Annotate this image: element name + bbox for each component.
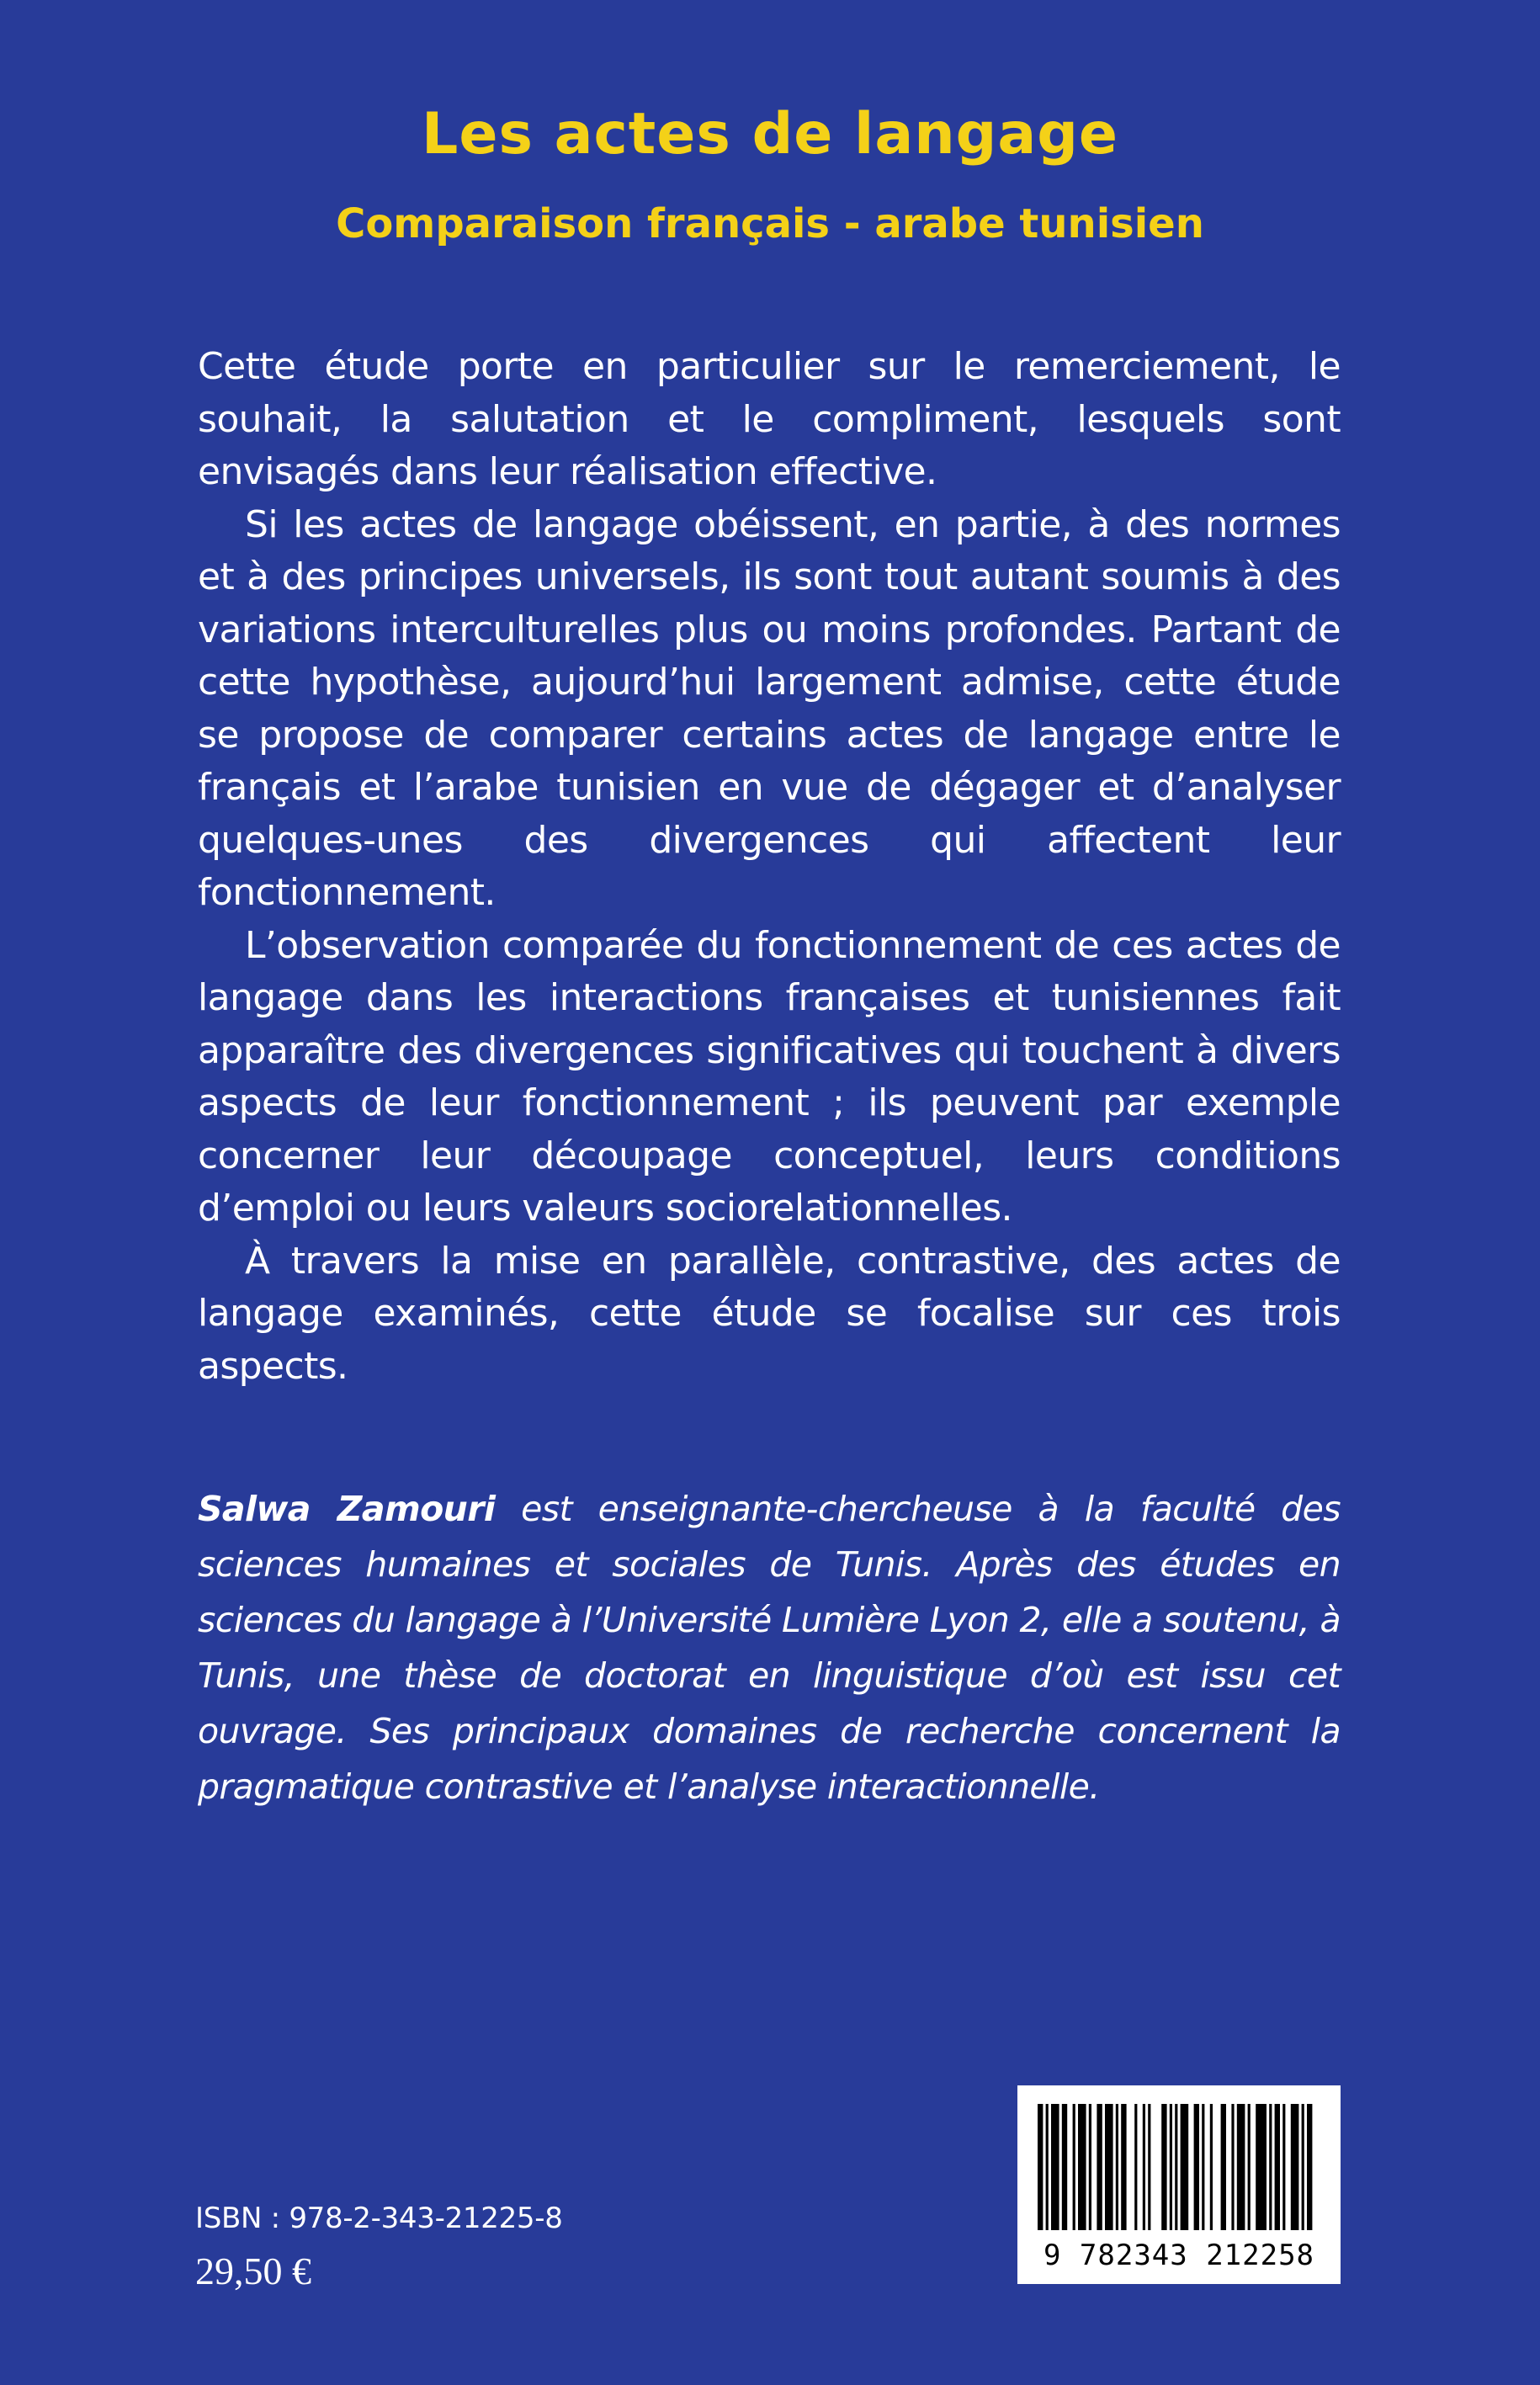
barcode-bar <box>1256 2104 1267 2230</box>
barcode-bar <box>1134 2104 1137 2230</box>
barcode-bar <box>1051 2104 1059 2230</box>
barcode-bar <box>1148 2104 1150 2230</box>
barcode-bar <box>1302 2104 1304 2230</box>
barcode-bar <box>1046 2104 1049 2230</box>
barcode-bar <box>1282 2104 1285 2230</box>
blurb-paragraph-3: L’observation comparée du fonctionnement de ces actes de langage dans les interactions françaises et tunisiennes fait apparaître des divergences significatives qui touchent à divers aspects de leur fonctionnement ; ils peuvent par exemple concerner leur découpage conceptuel, leurs conditions d’emploi ou leurs valeurs sociorelationnelles. <box>198 923 1341 1230</box>
barcode-bar <box>1202 2104 1204 2230</box>
barcode-bar <box>1210 2104 1213 2230</box>
barcode-bar <box>1275 2104 1280 2230</box>
barcode-bar <box>1097 2104 1102 2230</box>
blurb <box>198 341 1341 1393</box>
barcode-bar <box>1194 2104 1199 2230</box>
barcode-bar <box>1089 2104 1091 2230</box>
barcode-bar <box>1307 2104 1312 2230</box>
barcode-bar <box>1248 2104 1251 2230</box>
barcode-bar <box>1221 2104 1226 2230</box>
barcode-bar <box>1269 2104 1272 2230</box>
barcode-bar <box>1121 2104 1126 2230</box>
price: 29,50 € <box>195 2250 311 2292</box>
author-name: Salwa Zamouri <box>198 1489 496 1529</box>
barcode-bar <box>1291 2104 1299 2230</box>
barcode-bar <box>1116 2104 1118 2230</box>
barcode-digits: 9 782343 212258 <box>1043 2239 1315 2272</box>
isbn: ISBN : 978-2-343-21225-8 <box>195 2202 563 2235</box>
barcode <box>1017 2085 1341 2284</box>
barcode-bar <box>1170 2104 1172 2230</box>
barcode-bar <box>1038 2104 1043 2230</box>
barcode-bar <box>1105 2104 1113 2230</box>
barcode-bar <box>1062 2104 1067 2230</box>
barcode-bar <box>1073 2104 1075 2230</box>
barcode-bar <box>1175 2104 1177 2230</box>
barcode-bar <box>1181 2104 1189 2230</box>
author-bio-text: est enseignante-chercheuse à la faculté des sciences humaines et sociales de Tunis. Après des études en sciences du langage à l’Université Lumière Lyon 2, elle a soutenu, à Tunis, une thèse de doctorat en linguistique d’où est issu cet ouvrage. Ses principaux domaines de recherche concernent la pragmatique contrastive et l’analyse interactionnelle. <box>198 1489 1341 1807</box>
barcode-bar <box>1237 2104 1245 2230</box>
book-title: Les actes de langage <box>422 101 1118 167</box>
blurb-paragraph-1: Cette étude porte en particulier sur le remerciement, le souhait, la salutation et le compliment, lesquels sont envisagés dans leur réalisation effective. <box>198 345 1341 493</box>
book-subtitle: Comparaison français - arabe tunisien <box>336 200 1204 247</box>
blurb-paragraph-2: Si les actes de langage obéissent, en partie, à des normes et à des principes universels, ils sont tout autant soumis à des variations interculturelles plus ou moins profondes. Partant de cette hypothèse, aujourd’hui largement admise, cette étude se propose de comparer certains actes de langage entre le français et l’arabe tunisien en vue de dégager et d’analyser quelques-unes des divergences qui affectent leur fonctionnement. <box>198 502 1341 914</box>
barcode-bar <box>1078 2104 1086 2230</box>
barcode-bar <box>1143 2104 1145 2230</box>
barcode-bar <box>1161 2104 1166 2230</box>
author-bio <box>198 1481 1341 1814</box>
barcode-bar <box>1231 2104 1234 2230</box>
blurb-paragraph-4: À travers la mise en parallèle, contrastive, des actes de langage examinés, cette étude se focalise sur ces trois aspects. <box>198 1239 1341 1388</box>
